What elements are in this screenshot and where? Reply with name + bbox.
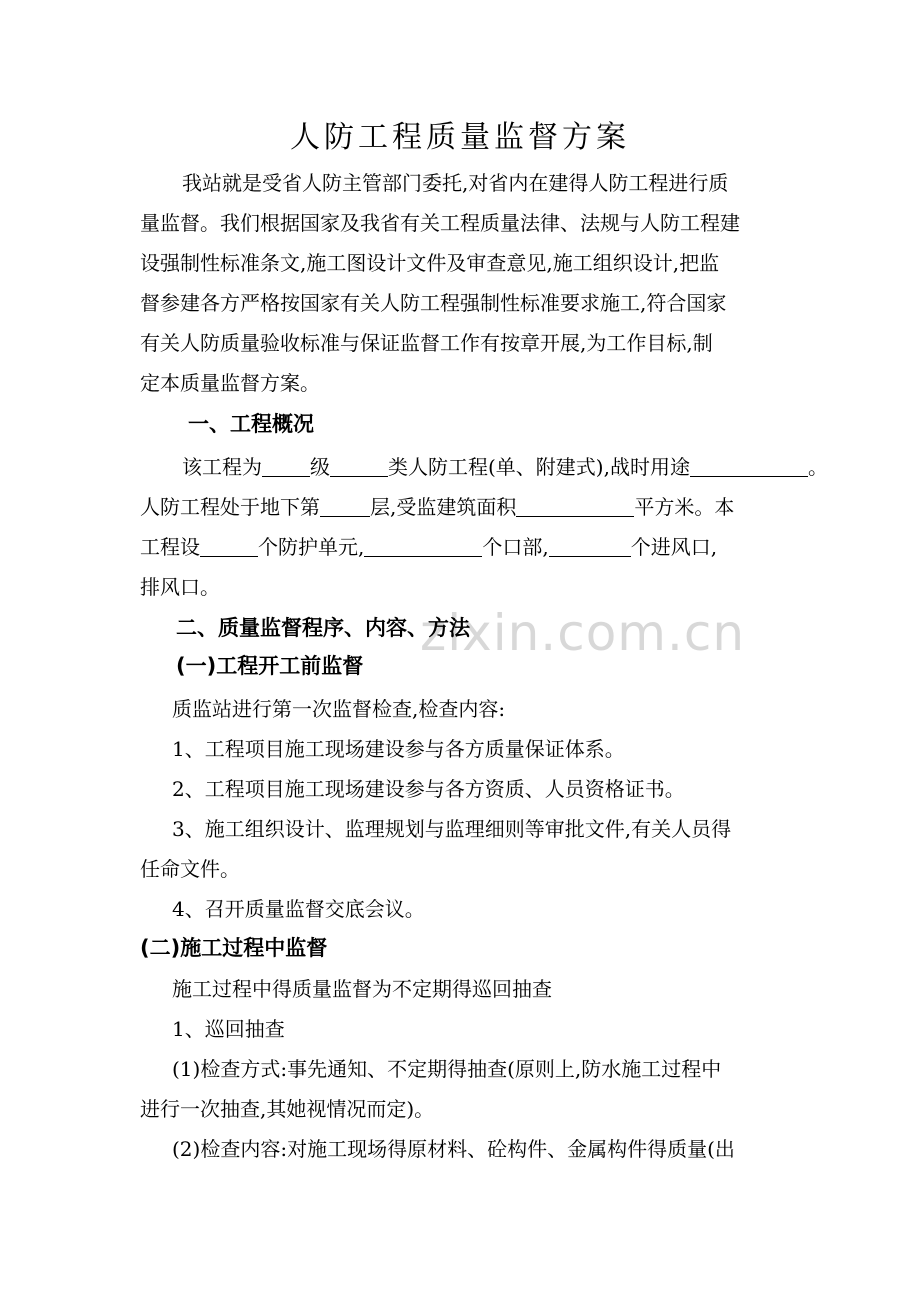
intro-line: 量监督。我们根据国家及我省有关工程质量法律、法规与人防工程建 <box>140 211 740 235</box>
list-item-continuation: 任命文件。 <box>140 857 240 881</box>
subsection-heading-construction: (二)施工过程中监督 <box>140 936 328 960</box>
intro-line: 定本质量监督方案。 <box>140 371 320 395</box>
paragraph-line: 施工过程中得质量监督为不定期得巡回抽查 <box>172 977 552 1001</box>
subsection-heading-pre-construction: (一)工程开工前监督 <box>176 654 364 678</box>
overview-text: 该工程为 <box>182 455 262 479</box>
intro-line: 设强制性标准条文,施工图设计文件及审查意见,施工组织设计,把监 <box>140 251 720 275</box>
blank-wartime-use[interactable] <box>690 456 808 477</box>
overview-text: 人防工程处于地下第 <box>140 495 320 519</box>
blank-protection-units[interactable] <box>200 536 258 557</box>
section-heading-overview: 一、工程概况 <box>188 412 314 436</box>
intro-line: 有关人防质量验收标准与保证监督工作有按章开展,为工作目标,制 <box>140 331 713 355</box>
blank-floor[interactable] <box>320 496 370 517</box>
overview-text: 工程设 <box>140 535 200 559</box>
blank-category[interactable] <box>330 456 388 477</box>
paragraph-line: (1)检查方式:事先通知、不定期得抽查(原则上,防水施工过程中 <box>172 1057 722 1081</box>
paragraph-line: (2)检查内容:对施工现场得原材料、砼构件、金属构件得质量(出 <box>172 1137 735 1161</box>
blank-grade[interactable] <box>262 456 310 477</box>
overview-line-2 <box>140 494 734 520</box>
blank-entrances[interactable] <box>364 536 482 557</box>
list-item: 1、巡回抽查 <box>172 1017 285 1041</box>
overview-text: 类人防工程(单、附建式),战时用途 <box>388 455 690 479</box>
overview-text: 个防护单元, <box>258 535 365 559</box>
list-item: 4、召开质量监督交底会议。 <box>172 897 425 921</box>
overview-text: 个口部, <box>482 535 549 559</box>
intro-line: 我站就是受省人防主管部门委托,对省内在建得人防工程进行质 <box>182 171 729 195</box>
paragraph-line: 质监站进行第一次监督检查,检查内容: <box>172 697 506 721</box>
overview-line-4: 排风口。 <box>140 575 220 599</box>
blank-air-inlets[interactable] <box>549 536 631 557</box>
section-heading-procedure: 二、质量监督程序、内容、方法 <box>176 616 470 640</box>
overview-text: 。 <box>807 455 828 479</box>
list-item: 1、工程项目施工现场建设参与各方质量保证体系。 <box>172 737 625 761</box>
list-item: 2、工程项目施工现场建设参与各方资质、人员资格证书。 <box>172 777 685 801</box>
list-item: 3、施工组织设计、监理规划与监理细则等审批文件,有关人员得 <box>172 817 732 841</box>
overview-line-3 <box>140 534 717 560</box>
overview-text: 平方米。本 <box>634 495 735 519</box>
overview-line-1 <box>182 454 828 480</box>
paragraph-line: 进行一次抽查,其她视情况而定)。 <box>140 1097 435 1121</box>
overview-text: 个进风口, <box>630 535 718 559</box>
document-title: 人防工程质量监督方案 <box>290 120 630 155</box>
blank-area[interactable] <box>516 496 634 517</box>
watermark: zixin.com.cn <box>420 604 746 662</box>
intro-line: 督参建各方严格按国家有关人防工程强制性标准要求施工,符合国家 <box>140 291 727 315</box>
overview-text: 层,受监建筑面积 <box>370 495 517 519</box>
overview-text: 级 <box>310 455 330 479</box>
